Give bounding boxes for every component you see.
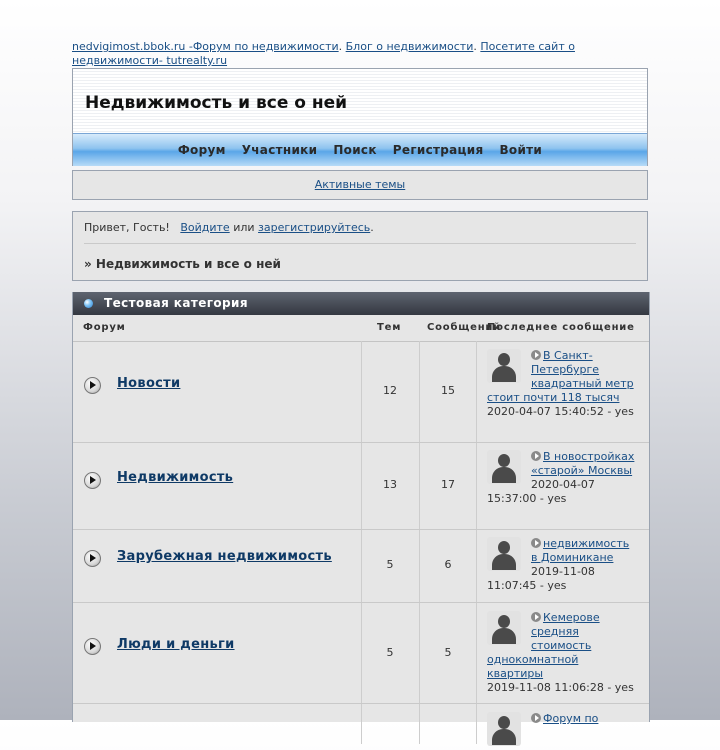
user-avatar-icon	[487, 537, 521, 571]
active-topics-box	[72, 170, 648, 200]
play-circle-icon	[84, 550, 101, 567]
forum-link-realty[interactable]: Недвижимость	[117, 470, 234, 485]
register-link[interactable]: зарегистрируйтесь	[258, 221, 371, 234]
category-header	[73, 292, 649, 315]
last-post-link[interactable]: недвижимость в Доминикане	[531, 537, 630, 564]
dot: .	[370, 221, 374, 234]
last-post-link[interactable]: В новостройках «старой» Москвы	[531, 450, 635, 477]
sep: .	[473, 40, 477, 53]
user-avatar-icon	[487, 349, 521, 383]
nav-search[interactable]: Поиск	[333, 143, 377, 157]
nav-login[interactable]: Войти	[499, 143, 543, 157]
go-to-post-icon[interactable]	[531, 538, 541, 548]
user-avatar-icon	[487, 712, 521, 746]
col-posts: Сообщений	[427, 322, 502, 333]
greeting-text: Привет, Гость!	[84, 221, 170, 234]
last-post	[487, 611, 637, 695]
go-to-post-icon[interactable]	[531, 350, 541, 360]
sep: .	[338, 40, 343, 53]
forum-link-foreign[interactable]: Зарубежная недвижимость	[117, 549, 332, 564]
topics-count: 5	[386, 646, 394, 659]
active-topics-link[interactable]: Активные темы	[314, 178, 406, 191]
forum-link-money[interactable]: Люди и деньги	[117, 637, 235, 652]
user-avatar-icon	[487, 450, 521, 484]
last-post	[487, 712, 637, 750]
forum-link-news[interactable]: Новости	[117, 376, 181, 391]
top-links	[72, 40, 652, 68]
last-post-date: 2019-11-08 11:06:28 - yes	[487, 681, 634, 694]
last-post-date: 2020-04-07 15:40:52 - yes	[487, 405, 634, 418]
category-block	[72, 292, 650, 725]
site-title: Недвижимость и все о ней	[85, 93, 348, 113]
divider	[84, 243, 636, 244]
last-post-link[interactable]: В Санкт-Петербурге квадратный метр стоит почти 118 тысяч	[487, 349, 634, 404]
go-to-post-icon[interactable]	[531, 451, 541, 461]
link-blog[interactable]: Блог о недвижимости	[345, 40, 474, 53]
topics-count: 5	[386, 558, 394, 571]
go-to-post-icon[interactable]	[531, 713, 541, 723]
last-post	[487, 537, 637, 593]
col-topics: Тем	[377, 322, 402, 333]
play-circle-icon	[84, 638, 101, 655]
last-post-link[interactable]: Кемерове средняя стоимость однокомнатной квартиры	[487, 611, 600, 680]
play-circle-icon	[84, 472, 101, 489]
topics-count: 12	[383, 384, 397, 397]
nav-members[interactable]: Участники	[241, 143, 318, 157]
link-forum-site[interactable]: nedvigimost.bbok.ru -Форум по недвижимости	[72, 40, 339, 53]
last-post-date: 2020-04-07 15:37:00 - yes	[487, 478, 595, 505]
posts-count: 15	[441, 384, 455, 397]
breadcrumb: » Недвижимость и все о ней	[84, 257, 281, 271]
nav-forum[interactable]: Форум	[177, 143, 226, 157]
user-avatar-icon	[487, 611, 521, 645]
last-post-date: 2019-11-08 11:07:45 - yes	[487, 565, 595, 592]
forum-row	[73, 443, 649, 530]
go-to-post-icon[interactable]	[531, 612, 541, 622]
login-link[interactable]: Войдите	[180, 221, 230, 234]
nav-register[interactable]: Регистрация	[392, 143, 484, 157]
last-post	[487, 450, 637, 506]
main-nav	[73, 133, 647, 166]
play-circle-icon	[84, 377, 101, 394]
column-headers	[73, 315, 649, 342]
topics-count: 13	[383, 478, 397, 491]
forum-row	[73, 530, 649, 603]
last-post	[487, 349, 637, 419]
category-bullet-icon	[84, 299, 93, 308]
col-last-post: Последнее сообщение	[487, 322, 635, 333]
link-tutrealty[interactable]: Посетите сайт о недвижимости- tutrealty.ru	[72, 40, 575, 67]
category-title: Тестовая категория	[104, 296, 248, 310]
forum-row	[73, 704, 649, 744]
or-text: или	[233, 221, 255, 234]
posts-count: 17	[441, 478, 455, 491]
title-bar	[73, 69, 647, 133]
site-header	[72, 68, 648, 166]
posts-count: 6	[444, 558, 452, 571]
last-post-link[interactable]: Форум по	[543, 712, 599, 725]
posts-count: 5	[444, 646, 452, 659]
welcome-panel	[72, 211, 648, 281]
forum-row	[73, 341, 649, 443]
col-forum: Форум	[83, 322, 126, 333]
forum-row	[73, 603, 649, 704]
greeting-line	[84, 221, 374, 234]
